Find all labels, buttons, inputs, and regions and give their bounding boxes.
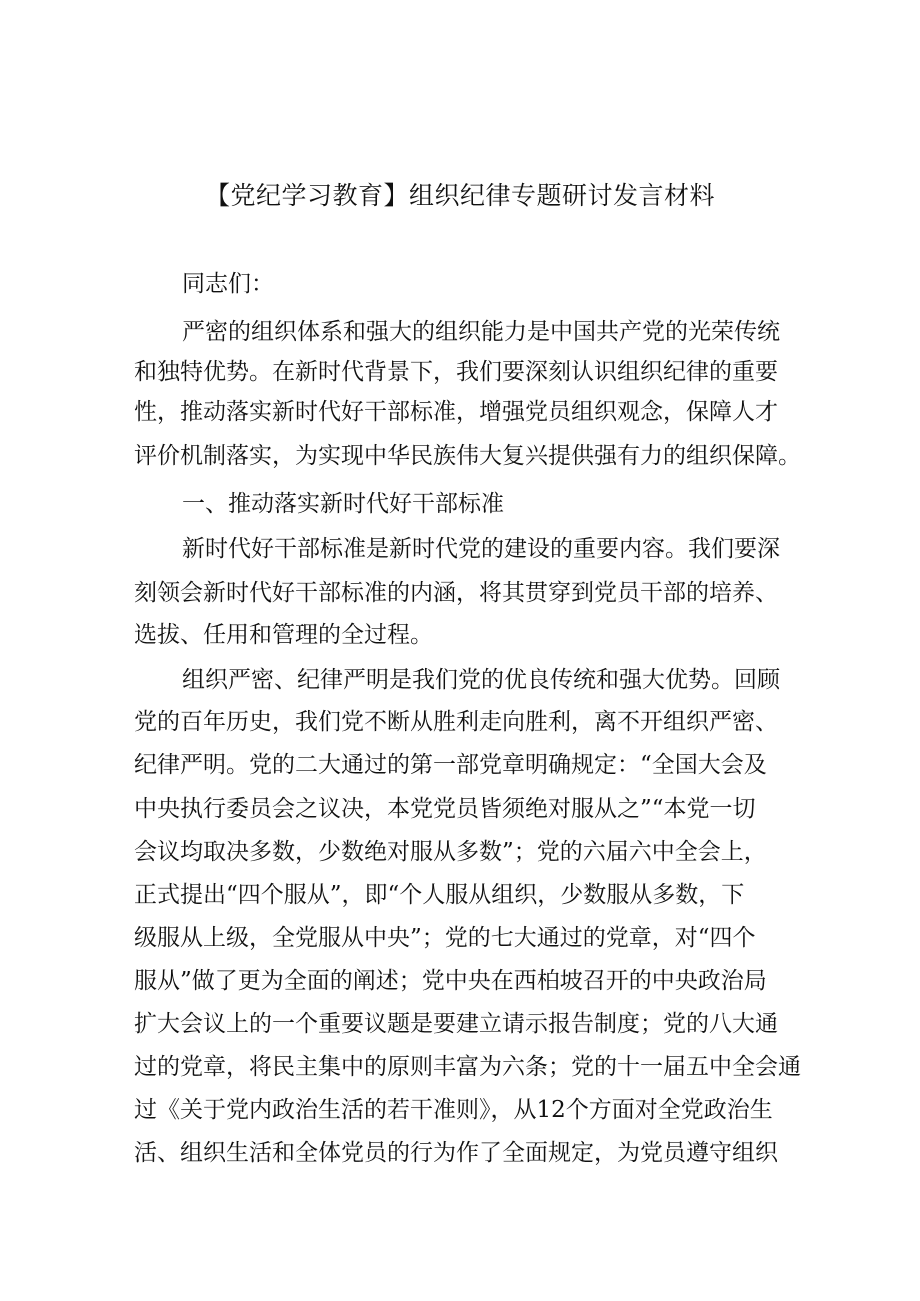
paragraph-3-line: 扩大会议上的一个重要议题是要建立请示报告制度；党的八大通 xyxy=(134,1011,778,1037)
paragraph-1-line: 评价机制落实，为实现中华民族伟大复兴提供强有力的组织保障。 xyxy=(134,443,801,469)
paragraph-3-line: 服从”做了更为全面的阐述；党中央在西柏坡召开的中央政治局 xyxy=(134,968,767,994)
paragraph-2-line: 刻领会新时代好干部标准的内涵，将其贯穿到党员干部的培养、 xyxy=(134,580,778,606)
paragraph-3-line: 党的百年历史，我们党不断从胜利走向胜利，离不开组织严密、 xyxy=(134,709,778,735)
paragraph-3-line: 过的党章，将民主集中的原则丰富为六条；党的十一届五中全会通 xyxy=(134,1054,801,1080)
document-title: 【党纪学习教育】组织纪律专题研讨发言材料 xyxy=(204,181,715,210)
section-1-heading: 一、推动落实新时代好干部标准 xyxy=(182,491,504,517)
salutation: 同志们： xyxy=(182,271,274,297)
paragraph-3-line: 过《关于党内政治生活的若干准则》，从12个方面对全党政治生 xyxy=(134,1097,773,1123)
paragraph-1-line: 性，推动落实新时代好干部标准，增强党员组织观念，保障人才 xyxy=(134,399,778,425)
paragraph-1-line: 和独特优势。在新时代背景下，我们要深刻认识组织纪律的重要 xyxy=(134,359,778,385)
paragraph-3-line: 组织严密、纪律严明是我们党的优良传统和强大优势。回顾 xyxy=(182,667,780,693)
paragraph-3-line: 活、组织生活和全体党员的行为作了全面规定，为党员遵守组织 xyxy=(134,1140,778,1166)
paragraph-3-line: 纪律严明。党的二大通过的第一部党章明确规定：“全国大会及 xyxy=(134,752,767,778)
paragraph-2-line: 选拔、任用和管理的全过程。 xyxy=(134,622,433,648)
paragraph-3-line: 级服从上级，全党服从中央”；党的七大通过的党章，对“四个 xyxy=(134,925,756,951)
paragraph-3-line: 中央执行委员会之议决，本党党员皆须绝对服从之”“本党一切 xyxy=(134,796,756,822)
paragraph-1-line: 严密的组织体系和强大的组织能力是中国共产党的光荣传统 xyxy=(182,319,780,345)
paragraph-3-line: 会议均取决多数，少数绝对服从多数”；党的六届六中全会上， xyxy=(134,839,767,865)
paragraph-2-line: 新时代好干部标准是新时代党的建设的重要内容。我们要深 xyxy=(182,536,780,562)
paragraph-3-line: 正式提出“四个服从”，即“个人服从组织，少数服从多数，下 xyxy=(134,882,745,908)
